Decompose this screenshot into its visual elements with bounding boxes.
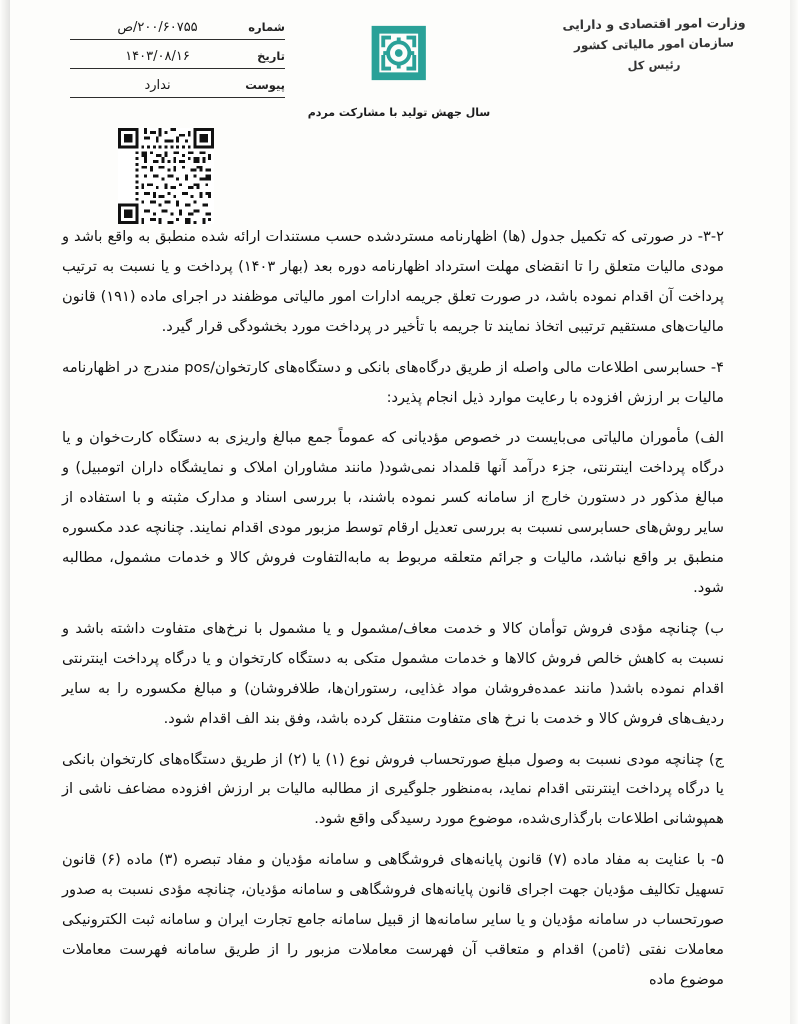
meta-row-number [70,18,285,40]
organization-header [534,14,774,75]
emblem-block [308,22,491,119]
document-header [0,0,798,118]
meta-value-number: ۲۰۰/۶۰۷۵۵/ص [117,20,198,35]
paragraph-5: ج) چنانچه مودی نسبت به وصول مبلغ صورتحساب فروش نوع (۱) یا (۲) از طریق دستگاه‌های کارتخوان بانکی یا درگاه پرداخت اینترنتی اقدام نماید، به‌منظور جلوگیری از مطالبه مالیات بر ارزش افزوده مضاعف ناشی از همپوشانی اطلاعات بارگذاری‌شده، موضوع مورد رسیدگی واقع شود. [62,750,724,828]
organization-line-3: رئیس کل [627,57,681,74]
tax-organization-emblem-icon [368,22,430,84]
paragraph-4: ب) چنانچه مؤدی فروش توأمان کالا و خدمت معاف/مشمول و یا مشمول با نرخ‌های متفاوت داشته باشد و نسبت به کاهش خالص فروش کالاها و خدمات مشمول متکی به دستگاه کارتخوان و یا درگاه پرداخت اینترنتی اقدام نموده باشد( مانند عمده‌فروشان مواد غذایی، رستوران‌ها، طلافروشان) و مبالغ مکسوره را به سایر ردیف‌های فروش کالا و خدمت با نرخ های متفاوت منتقل کرده باشد، وفق بند الف اقدام شود. [62,619,724,727]
organization-line-1: وزارت امور اقتصادی و دارایی [562,14,746,33]
document-body [62,222,724,995]
meta-row-date [70,47,285,69]
paragraph-3: الف) مأموران مالیاتی می‌بایست در خصوص مؤدیانی که عموماً جمع مبالغ واریزی به دستگاه کارت‌خوان و یا درگاه پرداخت اینترنتی، جزء درآمد آنها قلمداد نمی‌شود( مانند مشاوران املاک و نمایشگاه داران اتومبیل) و مبالغ مذکور در دستورن خارج از سامانه کسر نموده باشند، با بررسی اسناد و مدارک مثبته و با استفاده از سایر روش‌های حسابرسی نسبت به بررسی تعدیل ارقام توسط مزبور مودی اقدام نمایند. چنانچه عدد مکسوره منطبق بر واقع نباشد، مالیات و جرائم متعلقه مربوط به مابه‌التفاوت فروش کالا و خدمات مشمول، مطالبه شود. [62,429,724,596]
meta-label-number: شماره [248,20,285,34]
paragraph-2: ۴- حسابرسی اطلاعات مالی واصله از طریق درگاه‌های بانکی و دستگاه‌های کارتخوان/pos مندرج در اظهارنامه مالیات بر ارزش افزوده با رعایت موارد ذیل انجام پذیرد: [62,358,724,406]
organization-line-2: سازمان امور مالیاتی کشور [573,35,735,53]
document-meta [70,18,285,105]
meta-value-attachment: ندارد [144,78,171,93]
year-slogan: سال جهش تولید با مشارکت مردم [307,106,491,119]
qr-code [118,128,214,224]
meta-label-attachment: پیوست [245,78,285,92]
meta-row-attachment [70,76,285,98]
meta-label-date: تاریخ [257,49,285,63]
meta-value-date: ۱۴۰۳/۰۸/۱۶ [125,49,190,64]
paragraph-6: ۵- با عنایت به مفاد ماده (۷) قانون پایانه‌های فروشگاهی و سامانه مؤدیان و مفاد تبصره (۳) ماده (۶) قانون تسهیل تکالیف مؤدیان جهت اجرای قانون پایانه‌های فروشگاهی و سامانه مؤدیان، چنانچه مؤدی نسبت به صدور صورتحساب در سامانه مؤدیان و یا سایر سامانه‌ها از قبیل سامانه جامع تجارت ایران و سامانه ثبت الکترونیکی معاملات نفتی (ثامن) اقدام و متعاقب آن فهرست معاملات مزبور را از طریق سامانه فهرست معاملات موضوع ماده [62,851,724,988]
paragraph-1: ۳-۲- در صورتی که تکمیل جدول (ها) اظهارنامه مستردشده حسب مستندات ارائه شده منطبق به واقع باشد و مودی مالیات متعلق را تا انقضای مهلت استرداد اظهارنامه دوره بعد (بهار ۱۴۰۳) پرداخت و یا نسبت به ترتیب پرداخت آن اقدام نموده باشد، در صورت تعلق جریمه ادارات امور مالیاتی موظفند در اجرای ماده (۱۹۱) قانون مالیات‌های مستقیم ترتیبی اتخاذ نمایند تا جریمه با تأخیر در پرداخت مورد بخشودگی قرار گیرد. [62,228,725,335]
